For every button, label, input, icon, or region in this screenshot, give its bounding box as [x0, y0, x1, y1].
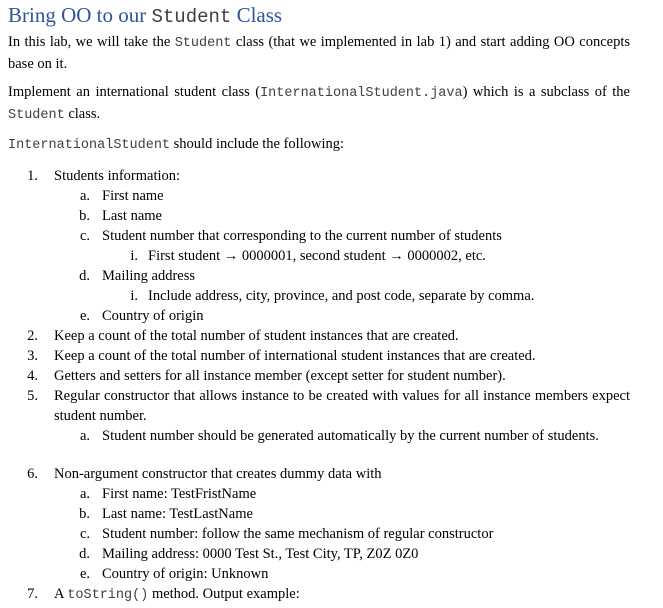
- implement-text: Implement an international student class (: [8, 84, 261, 100]
- list-text: Keep a count of the total number of international student instances that are created.: [54, 348, 536, 364]
- list-text: [54, 584, 300, 606]
- page-title: [8, 3, 282, 29]
- list-item-5a: [0, 426, 663, 466]
- list-text: Non-argument constructor that creates dummy data with: [54, 466, 382, 482]
- include-code: InternationalStudent: [8, 138, 171, 153]
- title-text-end: Class: [231, 3, 283, 27]
- list-number: 3.: [27, 348, 38, 364]
- list-letter: b.: [79, 506, 90, 522]
- title-text: Bring OO to our: [8, 3, 152, 27]
- list-text: First name: [102, 188, 164, 204]
- list-text: Students information:: [54, 168, 181, 184]
- list-text: Keep a count of the total number of student instances that are created.: [54, 328, 459, 344]
- list-letter: d.: [79, 546, 90, 562]
- list-text: Regular constructor that allows instance to be created with values for all instance members expect student number.: [54, 388, 630, 424]
- list-text: Country of origin: [102, 308, 204, 324]
- list-letter: a.: [79, 428, 90, 444]
- list-letter: b.: [79, 208, 90, 224]
- list-text-pre: A: [54, 586, 68, 602]
- list-item-5: [0, 386, 663, 426]
- implement-paragraph: [8, 82, 630, 126]
- list-text: Getters and setters for all instance member (except setter for student number).: [54, 368, 506, 384]
- list-letter: c.: [79, 228, 90, 244]
- implement-text-mid: ) which is a subclass of the: [462, 84, 630, 100]
- list-text: Student number: follow the same mechanism of regular constructor: [102, 526, 494, 542]
- implement-code-class: Student: [8, 108, 65, 123]
- list-text: Last name: [102, 208, 162, 224]
- implement-text-end: class.: [64, 106, 101, 122]
- list-roman: i.: [130, 288, 138, 304]
- list-text-post: method. Output example:: [148, 586, 300, 602]
- list-number: 6.: [27, 466, 38, 482]
- intro-text: In this lab, we will take the: [8, 34, 175, 50]
- intro-code: Student: [174, 36, 232, 51]
- list-text: Include address, city, province, and post code, separate by comma.: [148, 288, 535, 304]
- list-letter: e.: [79, 308, 90, 324]
- include-text: should include the following:: [170, 136, 345, 152]
- list-code: toString(): [67, 588, 149, 603]
- list-text: Mailing address: 0000 Test St., Test City, TP, Z0Z 0Z0: [102, 546, 419, 562]
- list-text: Country of origin: Unknown: [102, 566, 269, 582]
- list-text: Student number should be generated automatically by the current number of students.: [102, 428, 599, 444]
- list-number: 5.: [27, 388, 38, 404]
- list-text: Last name: TestLastName: [102, 506, 253, 522]
- list-text: First name: TestFristName: [102, 486, 257, 502]
- list-text: Mailing address: [102, 268, 196, 284]
- list-number: 4.: [27, 368, 38, 384]
- list-number: 2.: [27, 328, 38, 344]
- list-letter: d.: [79, 268, 90, 284]
- list-letter: a.: [79, 486, 90, 502]
- implement-code-file: InternationalStudent.java: [260, 86, 463, 101]
- list-text: First student → 0000001, second student → 0000002, etc.: [148, 248, 486, 264]
- list-letter: e.: [79, 566, 90, 582]
- list-text: Student number that corresponding to the current number of students: [102, 228, 502, 244]
- intro-text-end: class (that we implemented in lab 1) and start adding OO concepts base on it.: [8, 34, 630, 72]
- include-paragraph: [8, 134, 630, 156]
- list-roman: i.: [130, 248, 138, 264]
- list-number: 1.: [27, 168, 38, 184]
- list-number: 7.: [27, 586, 38, 602]
- list-letter: a.: [79, 188, 90, 204]
- list-letter: c.: [79, 526, 90, 542]
- intro-paragraph: [8, 32, 630, 74]
- title-code: Student: [151, 6, 232, 28]
